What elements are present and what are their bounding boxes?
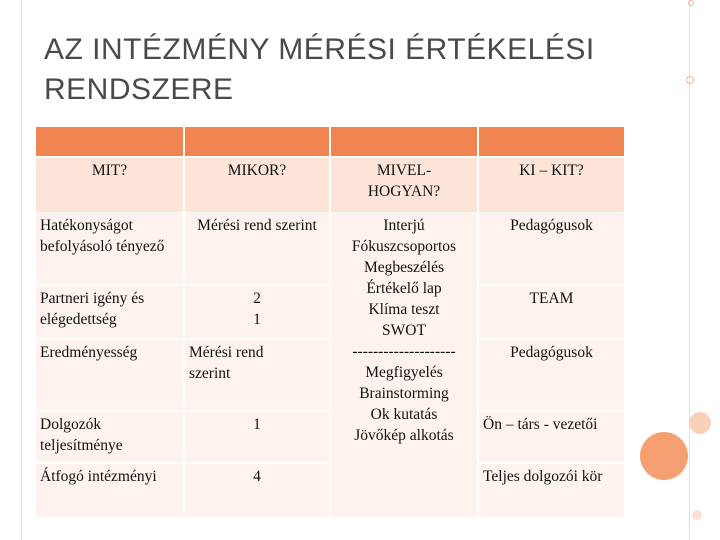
table-row — [36, 213, 624, 285]
cell-mivel: Interjú Fókuszcsoportos Megbeszélés Értékelő lap Klíma teszt SWOT -------------------- Megfigyelés Brainstorming Ok kutatás Jövőkép alkotás — [330, 213, 478, 517]
evaluation-table — [36, 127, 624, 517]
frame-line-left — [21, 0, 22, 540]
table-header-row — [36, 157, 624, 213]
cell-ki: Ön – társ - vezetői — [478, 411, 624, 463]
header-mikor: MIKOR? — [184, 157, 330, 213]
decor-circle — [692, 510, 702, 520]
cell-mikor: Mérési rend szerint — [184, 213, 330, 285]
table-band-row — [36, 127, 624, 157]
cell-ki: Teljes dolgozói kör — [478, 463, 624, 517]
decor-circle-large — [640, 432, 688, 480]
cell-mikor: 4 — [184, 463, 330, 517]
cell-mit: Hatékonyságot befolyásoló tényező — [36, 213, 184, 285]
cell-mit: Eredményesség — [36, 339, 184, 411]
cell-mikor: Mérési rend szerint — [184, 339, 330, 411]
cell-mit: Partneri igény és elégedettség — [36, 285, 184, 339]
header-ki: KI – KIT? — [478, 157, 624, 213]
cell-ki: Pedagógusok — [478, 339, 624, 411]
header-mivel: MIVEL-HOGYAN? — [330, 157, 478, 213]
decor-circle — [689, 412, 711, 434]
header-mit: MIT? — [36, 157, 184, 213]
cell-ki: TEAM — [478, 285, 624, 339]
slide-title: AZ INTÉZMÉNY MÉRÉSI ÉRTÉKELÉSI RENDSZERE — [44, 33, 595, 106]
cell-mikor: 1 — [184, 411, 330, 463]
cell-mit: Átfogó intézményi — [36, 463, 184, 517]
cell-mit: Dolgozók teljesítménye — [36, 411, 184, 463]
decor-circle — [688, 0, 694, 6]
cell-mikor: 2 1 — [184, 285, 330, 339]
cell-ki: Pedagógusok — [478, 213, 624, 285]
decor-circle — [686, 76, 694, 84]
